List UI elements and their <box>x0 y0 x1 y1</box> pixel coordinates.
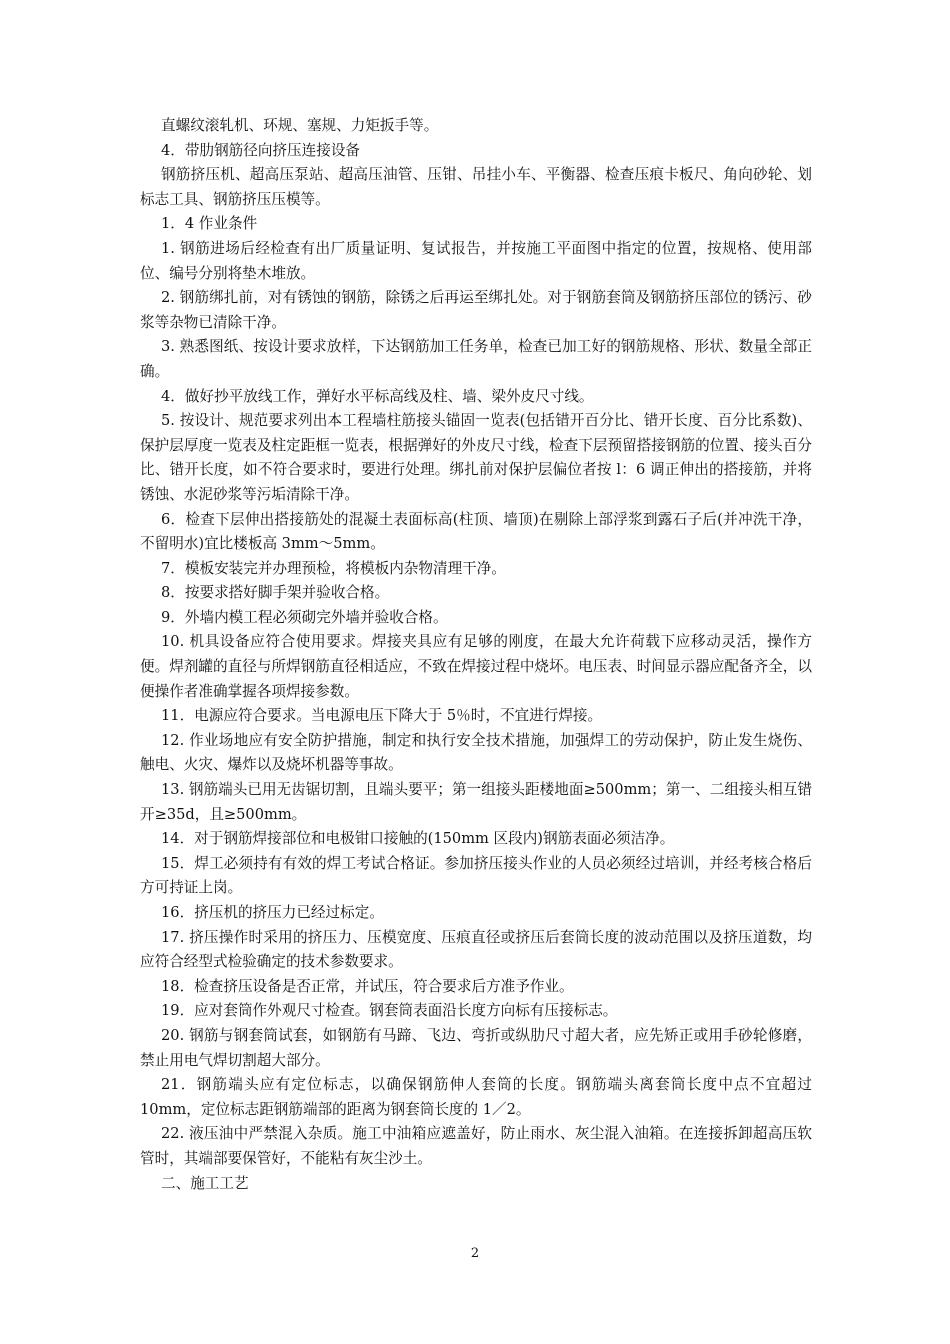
paragraph: 22. 液压油中严禁混入杂质。施工中油箱应遮盖好，防止雨水、灰尘混入油箱。在连接拆卸超高压软管时，其端部要保管好，不能粘有灰尘沙土。 <box>140 1125 812 1167</box>
paragraph: 17. 挤压操作时采用的挤压力、压模宽度、压痕直径或挤压后套筒长度的波动范围以及挤压道数，均应符合经型式检验确定的技术参数要求。 <box>140 928 812 971</box>
section-heading: 二、施工工艺 <box>161 1174 249 1192</box>
paragraph: 10. 机具设备应符合使用要求。焊接夹具应有足够的刚度，在最大允许荷载下应移动灵活，操作方便。焊剂罐的直径与所焊钢筋直径相适应，不致在焊接过程中烧坏。电压表、时间显示器应配备齐全，以便操作者准确掌握各项焊接参数。 <box>140 633 812 700</box>
paragraph: 2. 钢筋绑扎前，对有锈蚀的钢筋，除锈之后再运至绑扎处。对于钢筋套筒及钢筋挤压部位的锈污、砂浆等杂物已清除干净。 <box>140 289 812 331</box>
paragraph: 13. 钢筋端头已用无齿锯切割，且端头要平；第一组接头距楼地面≥500mm；第一、二组接头相互错开≥35d，且≥500mm。 <box>140 781 812 823</box>
page-number: 2 <box>470 1246 480 1261</box>
paragraph: 12. 作业场地应有安全防护措施，制定和执行安全技术措施，加强焊工的劳动保护，防止发生烧伤、触电、火灾、爆炸以及烧坏机器等事故。 <box>140 731 812 774</box>
paragraph: 4．带肋钢筋径向挤压连接设备 <box>161 141 361 159</box>
section-heading: 1．4 作业条件 <box>161 215 258 233</box>
paragraph: 16．挤压机的挤压力已经过标定。 <box>161 904 384 921</box>
paragraph: 21．钢筋端头应有定位标志，以确保钢筋伸人套筒的长度。钢筋端头离套筒长度中点不宜超过 10mm，定位标志距钢筋端部的距离为钢套筒长度的 1／2。 <box>140 1076 812 1118</box>
paragraph: 3. 熟悉图纸、按设计要求放样，下达钢筋加工任务单，检查已加工好的钢筋规格、形状、数量全部正确。 <box>140 338 812 380</box>
paragraph: 1. 钢筋进场后经检查有出厂质量证明、复试报告，并按施工平面图中指定的位置，按规格、使用部位、编号分别将垫木堆放。 <box>140 239 812 282</box>
paragraph: 19．应对套筒作外观尺寸检查。钢套筒表面沿长度方向标有压接标志。 <box>161 1002 618 1020</box>
paragraph: 6．检查下层伸出搭接筋处的混凝土表面标高(柱顶、墙顶)在剔除上部浮浆到露石子后(并冲洗干净，不留明水)宜比楼板高 3mm～5mm。 <box>140 510 812 553</box>
paragraph: 直螺纹滚轧机、环规、塞规、力矩扳手等。 <box>161 117 439 134</box>
paragraph: 11．电源应符合要求。当电源电压下降大于 5％时，不宜进行焊接。 <box>161 707 603 725</box>
paragraph: 4．做好抄平放线工作，弹好水平标高线及柱、墙、梁外皮尺寸线。 <box>161 387 594 405</box>
paragraph: 14．对于钢筋焊接部位和电极钳口接触的(150mm 区段内)钢筋表面必须洁净。 <box>161 830 675 848</box>
paragraph: 5. 按设计、规范要求列出本工程墙柱筋接头锚固一览表(包括错开百分比、错开长度、百分比系数)、保护层厚度一览表及柱定距框一览表，根据弹好的外皮尺寸线，检查下层预留搭接钢筋的位置、接头百分比、错开长度，如不符合要求时，要进行处理。绑扎前对保护层偏位者按 l：6 调正伸出的搭接筋，并将锈蚀、水泥砂浆等污垢清除干净。 <box>140 412 812 503</box>
paragraph: 15．焊工必须持有有效的焊工考试合格证。参加挤压接头作业的人员必须经过培训，并经考核合格后方可持证上岗。 <box>140 854 812 897</box>
paragraph: 7．模板安装完并办理预检，将模板内杂物清理干净。 <box>161 559 506 577</box>
body-text <box>140 114 812 1196</box>
paragraph: 18．检查挤压设备是否正常，并试压，符合要求后方准予作业。 <box>161 977 574 995</box>
paragraph: 8．按要求搭好脚手架并验收合格。 <box>161 584 390 602</box>
paragraph: 20. 钢筋与钢套筒试套，如钢筋有马蹄、飞边、弯折或纵肋尺寸超大者，应先矫正或用手砂轮修磨，禁止用电气焊切割超大部分。 <box>140 1026 812 1069</box>
paragraph: 9．外墙内模工程必须砌完外墙并验收合格。 <box>161 608 448 626</box>
paragraph: 钢筋挤压机、超高压泵站、超高压油管、压钳、吊挂小车、平衡器、检查压痕卡板尺、角向砂轮、划标志工具、钢筋挤压压模等。 <box>140 166 812 208</box>
